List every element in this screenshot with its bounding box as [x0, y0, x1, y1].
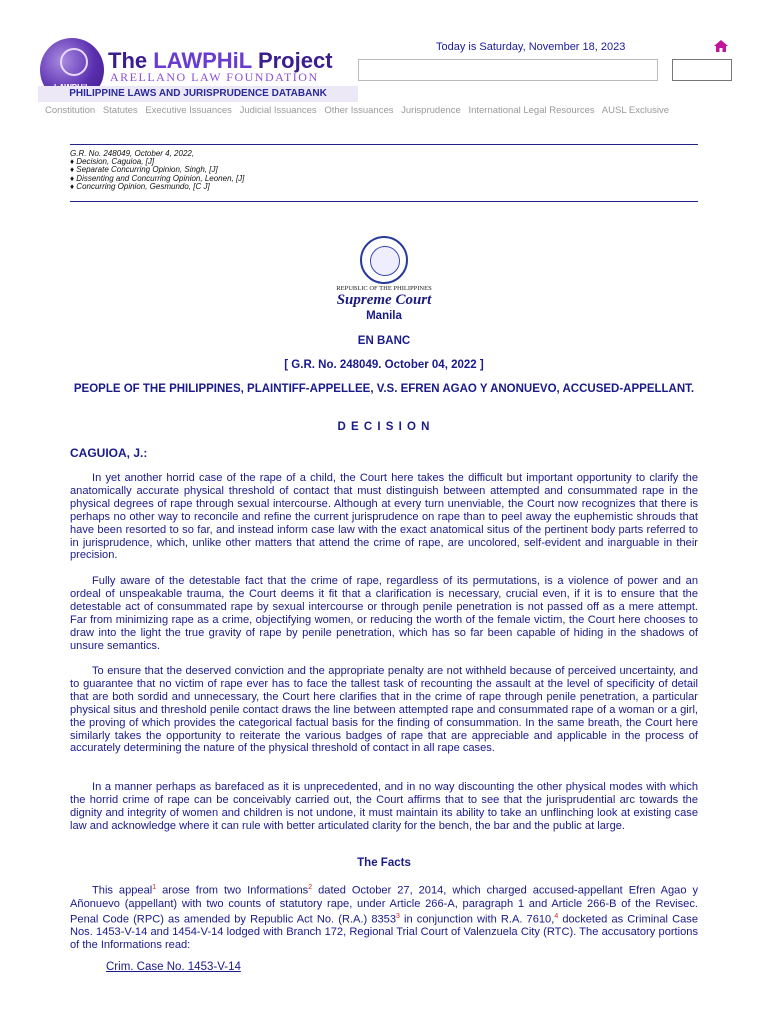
paragraph: In yet another horrid case of the rape of a child, the Court here takes the difficult but important opportunity to clarify the anatomically accurate physical threshold of contact that must distinguish between attempted and consummated rape in the physical degrees of rape through sexual intercourse. Although at every turn unenviable, the Court now recognizes that there is perhaps no other way to reconcile and refine the current jurisprudence on rape than to peel away the euphemistic shrouds that have been resorted to so far, and instead inform case law with the exact anatomical situs of the pertinent body parts referred to in jurisprudence, which, unlike other matters that attend the crime of rape, are uncolored, self-evident and inarguable in their precision.: [70, 472, 698, 562]
nav-executive-issuances[interactable]: Executive Issuances: [145, 105, 232, 116]
home-icon[interactable]: [714, 40, 728, 52]
nav-judicial-issuances[interactable]: Judicial Issuances: [239, 105, 317, 116]
opinion-dissenting-concurring[interactable]: ♦ Dissenting and Concurring Opinion, Leonen, [J]: [70, 173, 245, 183]
opinion-decision[interactable]: ♦ Decision, Caguioa, [J]: [70, 157, 155, 167]
decision-heading: D E C I S I O N: [337, 421, 431, 433]
case-parties: PEOPLE OF THE PHILIPPINES, PLAINTIFF-APPELLEE, V.S. EFREN AGAO Y ANONUEVO, ACCUSED-APPELLANT.: [73, 383, 695, 395]
site-title: The LAWPHiL Project: [108, 48, 333, 73]
facts-heading: The Facts: [357, 857, 411, 869]
paragraph: In a manner perhaps as barefaced as it is unprecedented, and in no way discounting the other physical modes with which the horrid crime of rape can be conceivably carried out, the Court affirms that to see that the jurisprudential arc towards the dignity and integrity of women and children is not undone, it must maintain its ability to take an unflinching look at existing case law and acknowledge where it can rule with better articulated clarity for the bench, the bar and the public at large.: [70, 781, 698, 832]
divider-bottom: [70, 201, 698, 202]
main-nav: [45, 105, 674, 116]
court-city: Manila: [366, 310, 402, 322]
nav-other-issuances[interactable]: Other Issuances: [324, 105, 394, 116]
paragraph-facts: This appeal$^1$ arose from two Informations$^2$ dated October 27, 2014, which charged accused-appellant Efren Agao y Añonuevo (appellant) with two counts of statutory rape, under Article 266-A, paragraph 1 and Article 266-B of the Revisec. Penal Code (RPC) as amended by Republic Act No. (R.A.) 8353$^3$ in conjunction with R.A. 7610,$^4$ docketed as Criminal Case Nos. 1453-V-14 and 1454-V-14 lodged with Branch 172, Regional Trial Court of Valenzuela City (RTC). The accusatory portions of the Informations read:: [70, 884, 698, 951]
court-name: Supreme Court: [336, 292, 432, 308]
opinions-list: [70, 150, 244, 191]
paragraph: Fully aware of the detestable fact that the crime of rape, regardless of its permutations, is a violence of power and an ordeal of unspeakable trauma, the Court deems it fit that a clarification is necessary, crucial even, if it is to ensure that the detestable act of consummated rape by sexual intercourse or through penile penetration is not passed off as a mere attempt. Far from minimizing rape as a crime, objectifying women, or reducing the worth of the female victim, the Court here chooses to draw into the light the true gravity of rape by penile penetration, which has so far been capable of hiding in the shadows of unsure semantics.: [70, 575, 698, 652]
footnote-3[interactable]: 3: [396, 912, 400, 920]
crim-case-link[interactable]: Crim. Case No. 1453-V-14: [106, 961, 241, 973]
footnote-2[interactable]: 2: [308, 884, 313, 891]
nav-statutes[interactable]: Statutes: [102, 105, 138, 116]
opinion-case[interactable]: G.R. No. 248049, October 4, 2022,: [70, 149, 195, 158]
lawphil-logo[interactable]: [38, 38, 358, 102]
nav-international-legal-resources[interactable]: International Legal Resources: [468, 105, 595, 116]
today-date: Today is Saturday, November 18, 2023: [436, 41, 626, 53]
site-tagline: PHILIPPINE LAWS AND JURISPRUDENCE DATABANK: [38, 86, 358, 102]
division: EN BANC: [357, 335, 411, 347]
site-subtitle: ARELLANO LAW FOUNDATION: [110, 70, 319, 84]
case-number: [ G.R. No. 248049. October 04, 2022 ]: [284, 359, 484, 371]
nav-constitution[interactable]: Constitution: [45, 105, 96, 116]
paragraph: To ensure that the deserved conviction and the appropriate penalty are not withheld because of perceived uncertainty, and to guarantee that no victim of rape ever has to face the tallest task of recounting the assault at the level of specificity of detail that are both sordid and unnecessary, the Court here clarifies that in the crime of rape through penile penetration, a particular physical situs and threshold penile contact draws the line between attempted rape and consummated rape of a woman or a girl, the proving of which provides the categorical factual basis for the finding of consummation. In the same breath, the Court here similarly takes the opportunity to reiterate the various badges of rape that are appreciable and applicable in the process of accurately determining the nature of the physical threshold of contact in all rape cases.: [70, 665, 698, 755]
supreme-court-seal-icon: [360, 236, 408, 284]
nav-ausl-exclusive[interactable]: AUSL Exclusive: [601, 105, 670, 116]
opinion-concurring[interactable]: ♦ Concurring Opinion, Gesmundo, [C J]: [70, 181, 210, 191]
nav-jurisprudence[interactable]: Jurisprudence: [401, 105, 461, 116]
opinion-separate-concurring[interactable]: ♦ Separate Concurring Opinion, Singh, [J]: [70, 165, 218, 175]
emblem-glyph-icon: [60, 48, 88, 76]
search-input[interactable]: [358, 59, 658, 81]
footnote-4[interactable]: 4: [554, 912, 559, 920]
footnote-1[interactable]: 1: [152, 884, 157, 891]
search-button[interactable]: [672, 59, 732, 81]
ponente: CAGUIOA, J.:: [70, 446, 148, 460]
divider-top: [70, 144, 698, 145]
republic-label: REPUBLIC OF THE PHILIPPINES: [336, 285, 432, 292]
